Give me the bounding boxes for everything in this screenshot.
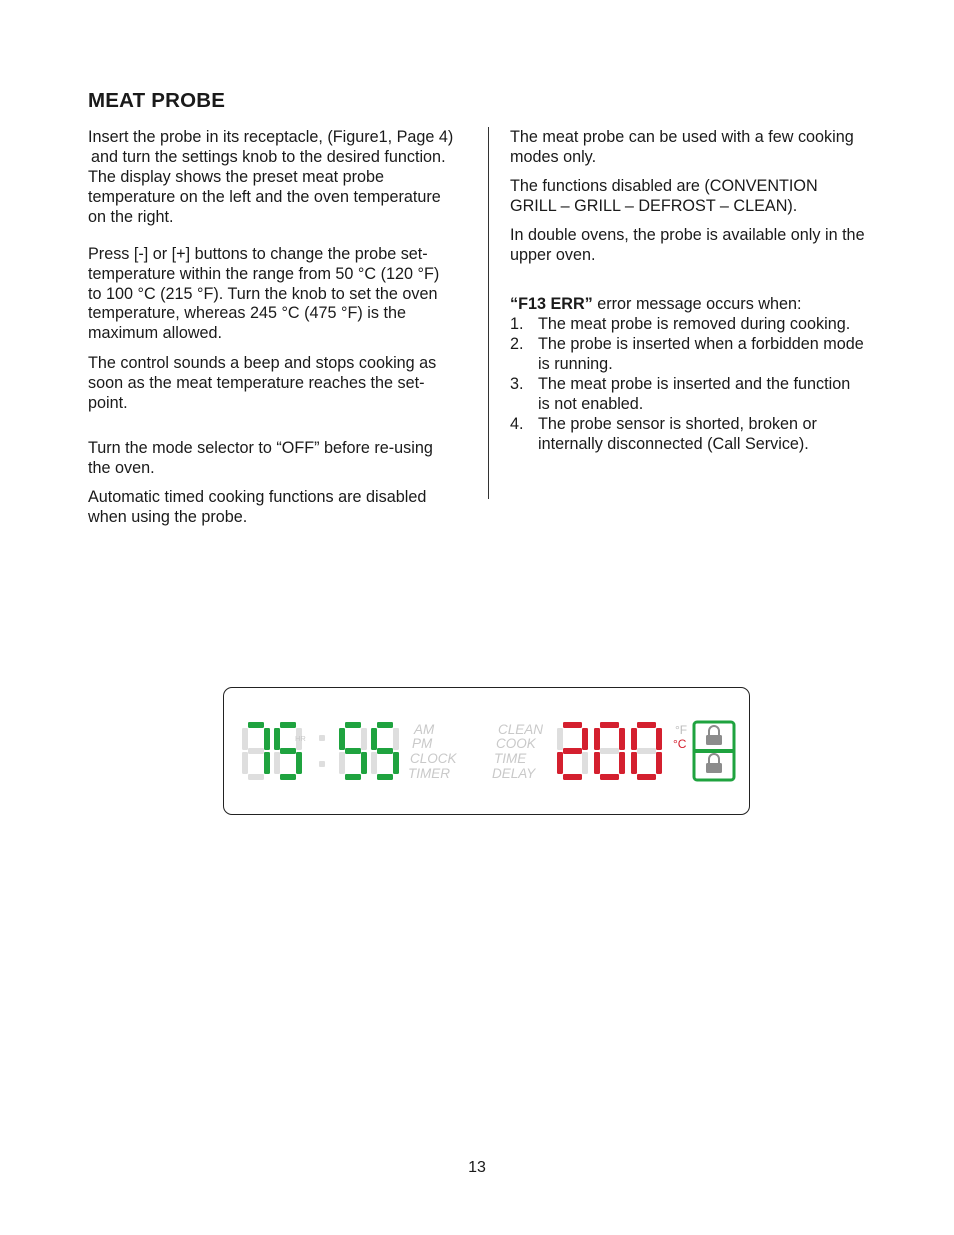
digit-segment bbox=[563, 748, 582, 754]
digit-segment bbox=[248, 748, 264, 754]
list-item: 1. The meat probe is removed during cooking. bbox=[510, 315, 851, 333]
digit-segment bbox=[631, 728, 637, 750]
digit-segment bbox=[274, 752, 280, 774]
digit-segment bbox=[582, 728, 588, 750]
digit-segment bbox=[656, 728, 662, 750]
digit-segment bbox=[280, 748, 296, 754]
digit-segment bbox=[637, 774, 656, 780]
left-column bbox=[88, 127, 480, 527]
temperature-digits bbox=[557, 722, 662, 780]
paragraph-beep: The control sounds a beep and stops cooking as soon as the meat temperature reaches the set- point. bbox=[88, 353, 437, 412]
digit-segment bbox=[371, 752, 377, 774]
digit-segment bbox=[339, 728, 345, 750]
digit-segment bbox=[377, 774, 393, 780]
digit-segment bbox=[600, 722, 619, 728]
digit-segment bbox=[274, 728, 280, 750]
digit-segment bbox=[656, 752, 662, 774]
oven-display-figure bbox=[223, 687, 750, 815]
label-clock: CLOCK bbox=[410, 751, 457, 766]
clock-colon bbox=[319, 735, 325, 767]
right-column bbox=[510, 127, 900, 454]
list-item: 3. The meat probe is inserted and the function is not enabled. bbox=[510, 375, 851, 413]
paragraph-double-ovens: In double ovens, the probe is available only in the upper oven. bbox=[510, 226, 865, 264]
label-pm: PM bbox=[412, 736, 433, 751]
label-am: AM bbox=[414, 722, 435, 737]
list-item: 2. The probe is inserted when a forbidden mode is running. bbox=[510, 335, 864, 373]
digit-segment bbox=[557, 752, 563, 774]
list-item: 4. The probe sensor is shorted, broken or internally disconnected (Call Service). bbox=[510, 415, 817, 453]
digit-segment bbox=[296, 752, 302, 774]
digit-segment bbox=[637, 748, 656, 754]
digit-segment bbox=[377, 722, 393, 728]
digit-segment bbox=[361, 752, 367, 774]
digit-segment bbox=[563, 722, 582, 728]
lock-icon bbox=[706, 726, 722, 745]
digit-segment bbox=[345, 722, 361, 728]
digit-segment bbox=[600, 774, 619, 780]
digit-segment bbox=[248, 774, 264, 780]
label-clean: CLEAN bbox=[498, 722, 544, 737]
digit-segment bbox=[280, 774, 296, 780]
digit-segment bbox=[248, 722, 264, 728]
label-delay: DELAY bbox=[492, 766, 536, 781]
paragraph-modes-only: The meat probe can be used with a few cooking modes only. bbox=[510, 128, 854, 166]
digit-segment bbox=[594, 752, 600, 774]
digit-segment bbox=[594, 728, 600, 750]
digit-segment bbox=[377, 748, 393, 754]
column-divider bbox=[488, 127, 489, 499]
digit-segment bbox=[600, 748, 619, 754]
digit-segment bbox=[242, 728, 248, 750]
hr-label: HR bbox=[295, 734, 306, 743]
digit-segment bbox=[371, 728, 377, 750]
digit-segment bbox=[242, 752, 248, 774]
error-heading: “F13 ERR” error message occurs when: bbox=[510, 295, 802, 313]
clock-digits bbox=[242, 722, 399, 780]
digit-segment bbox=[619, 728, 625, 750]
page-number: 13 bbox=[468, 1159, 486, 1176]
label-time: TIME bbox=[494, 751, 527, 766]
digit-segment bbox=[393, 752, 399, 774]
error-list bbox=[510, 314, 900, 454]
paragraph-probe-insert: Insert the probe in its receptacle, (Figure1, Page 4) and turn the settings knob to the desired function. The display shows the preset meat probe temperature on the left and the oven temperature on the right. bbox=[88, 128, 454, 226]
digit-segment bbox=[264, 728, 270, 750]
digit-segment bbox=[339, 752, 345, 774]
label-cook: COOK bbox=[496, 736, 536, 751]
digit-segment bbox=[264, 752, 270, 774]
paragraph-probe-setpoint: Press [-] or [+] buttons to change the probe set- temperature within the range from 50 °C (120 °F) to 100 °C (215 °F). Turn the knob to set the oven temperature, whereas 245 °C (475 °F) is the maximum allowed. bbox=[88, 245, 440, 343]
unit-celsius: °C bbox=[673, 737, 687, 751]
digit-segment bbox=[619, 752, 625, 774]
lock-icon bbox=[706, 754, 722, 773]
digit-segment bbox=[631, 752, 637, 774]
digit-segment bbox=[563, 774, 582, 780]
unit-fahrenheit: °F bbox=[675, 723, 688, 737]
digit-segment bbox=[280, 722, 296, 728]
paragraph-timed-disabled: Automatic timed cooking functions are disabled when using the probe. bbox=[88, 487, 427, 526]
paragraph-mode-off: Turn the mode selector to “OFF” before re-using the oven. bbox=[88, 438, 433, 477]
paragraph-disabled-functions: The functions disabled are (CONVENTION GRILL – GRILL – DEFROST – CLEAN). bbox=[510, 177, 818, 215]
lock-indicator bbox=[694, 722, 734, 780]
digit-segment bbox=[361, 728, 367, 750]
digit-segment bbox=[393, 728, 399, 750]
error-code: “F13 ERR” bbox=[510, 295, 593, 313]
digit-segment bbox=[345, 774, 361, 780]
digit-segment bbox=[345, 748, 361, 754]
label-timer: TIMER bbox=[408, 766, 450, 781]
digit-segment bbox=[582, 752, 588, 774]
digit-segment bbox=[557, 728, 563, 750]
page-title: MEAT PROBE bbox=[88, 89, 226, 112]
digit-segment bbox=[637, 722, 656, 728]
